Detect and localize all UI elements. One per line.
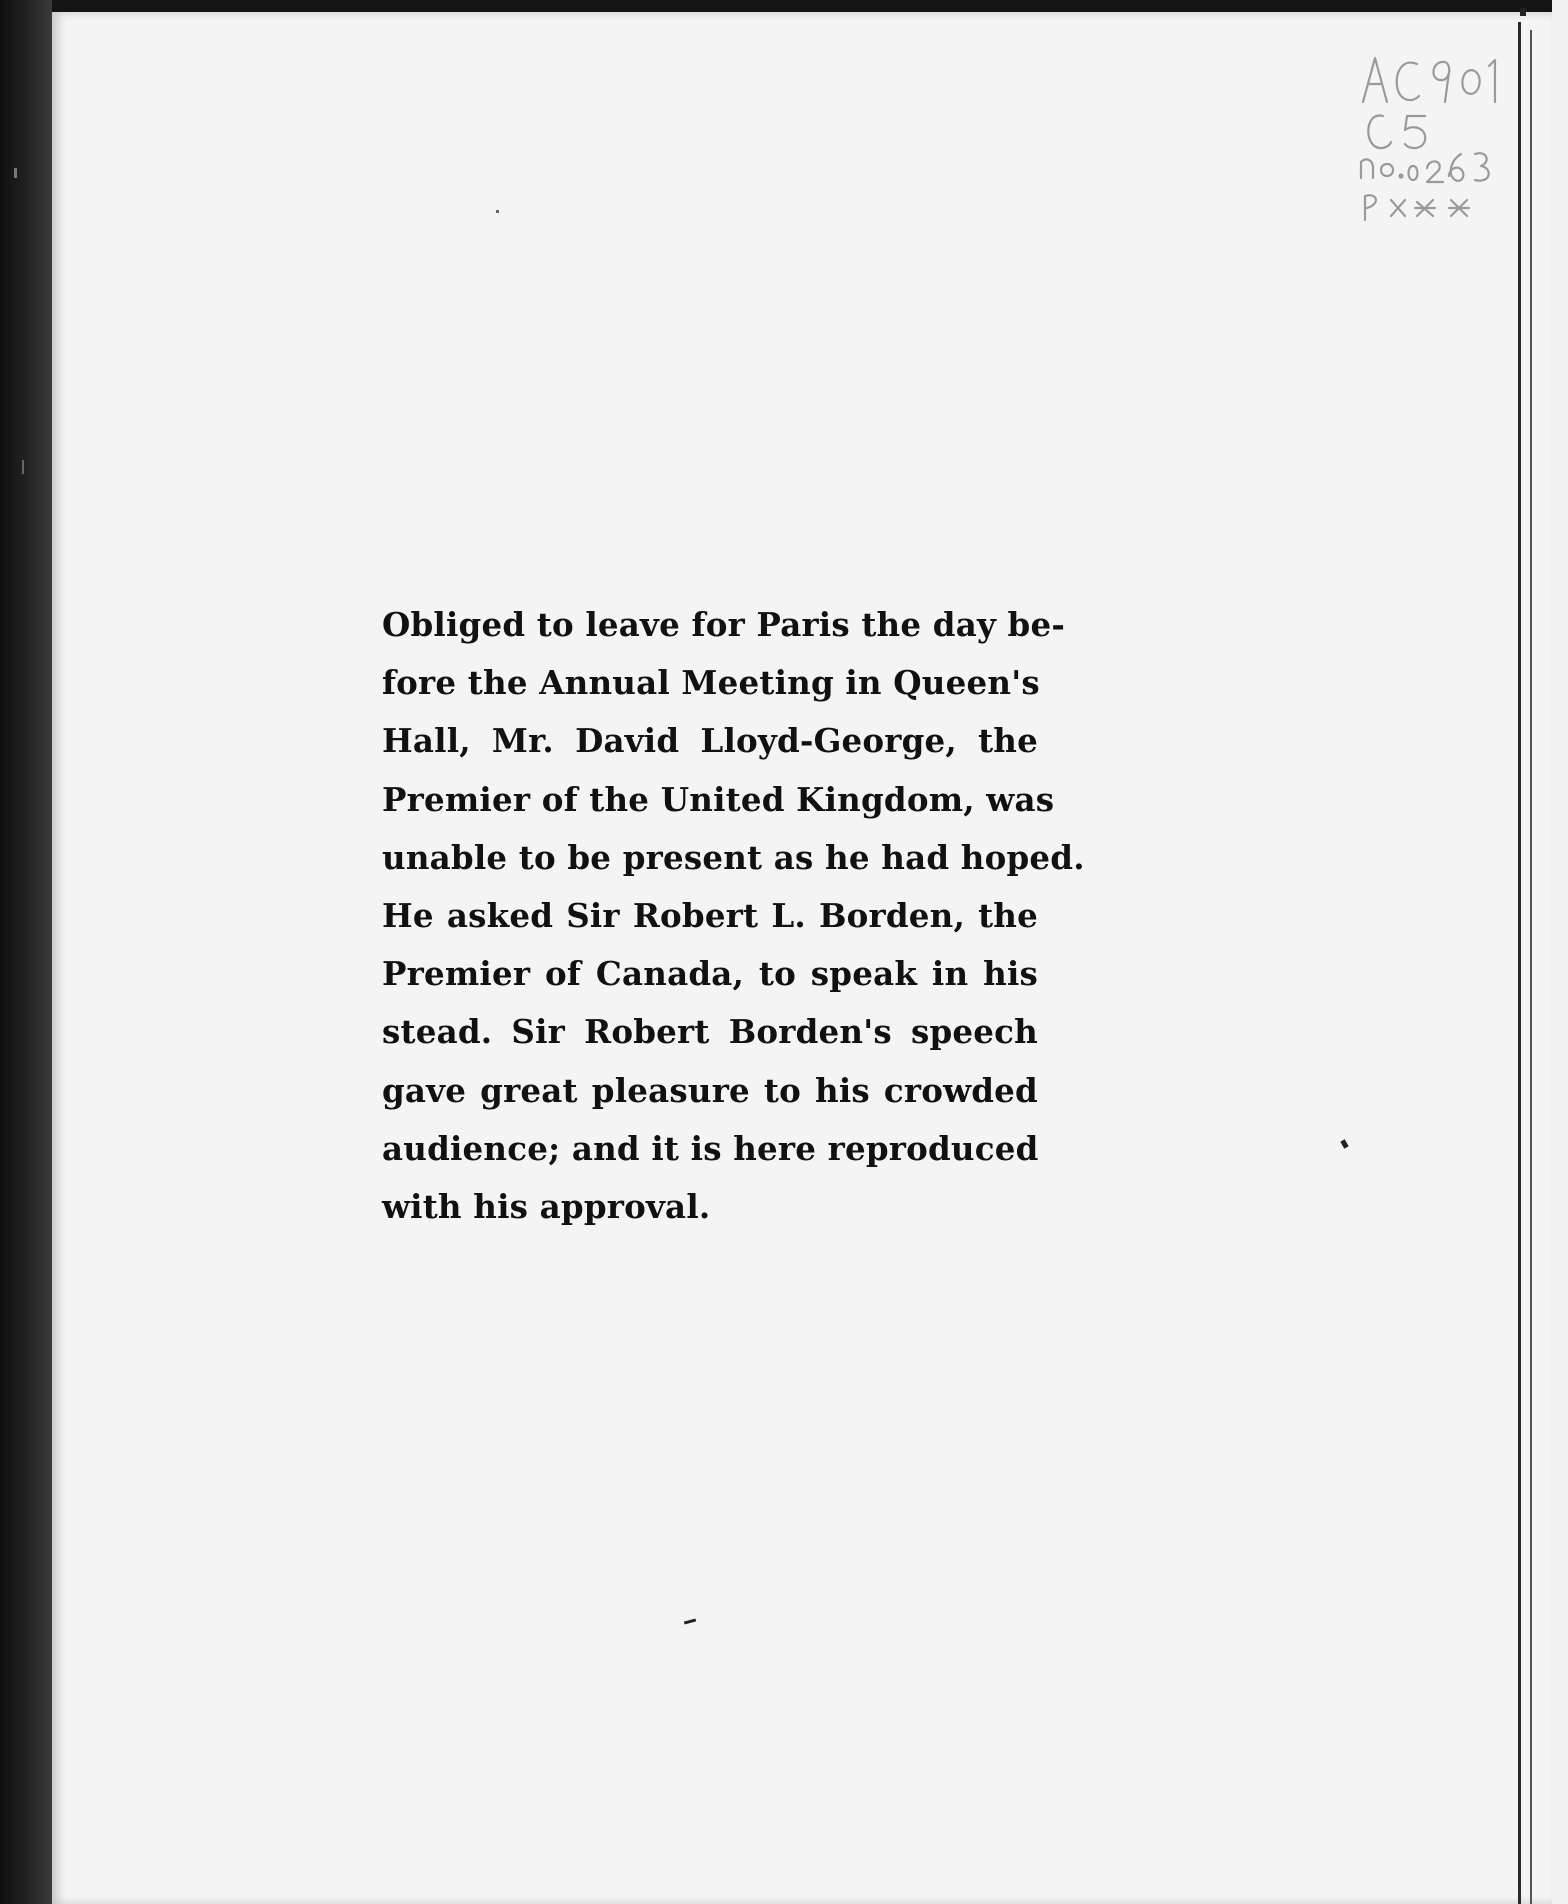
body-line: Premier of the United Kingdom, was: [382, 779, 1055, 819]
scan-speck: [22, 460, 24, 474]
handwritten-call-number: [1355, 50, 1525, 230]
scan-top-border: [0, 0, 1568, 12]
scan-speck: [14, 168, 17, 178]
body-line: Obliged to leave for Paris the day be-: [382, 605, 1066, 644]
body-line: stead. Sir Robert Borden's speech: [382, 1012, 1038, 1052]
body-line: Hall, Mr. David Lloyd-George, the: [382, 721, 1038, 761]
scan-right-margin: [1552, 0, 1568, 1904]
body-line: unable to be present as he had hoped.: [382, 837, 1085, 877]
page-right-edge-inner: [1530, 30, 1532, 1904]
body-line: with his approval.: [382, 1187, 711, 1227]
body-line: fore the Annual Meeting in Queen's: [382, 663, 1040, 703]
body-line: He asked Sir Robert L. Borden, the: [382, 896, 1038, 936]
body-line: gave great pleasure to his crowded: [382, 1070, 1038, 1110]
scan-speck: [496, 210, 499, 213]
body-line: Premier of Canada, to speak in his: [382, 954, 1038, 994]
body-line: audience; and it is here reproduced: [382, 1128, 1039, 1168]
scan-speck: [1520, 8, 1526, 16]
page-right-edge: [1518, 22, 1521, 1904]
body-paragraph: [382, 596, 1085, 1236]
book-spine-edge: [0, 0, 52, 1904]
